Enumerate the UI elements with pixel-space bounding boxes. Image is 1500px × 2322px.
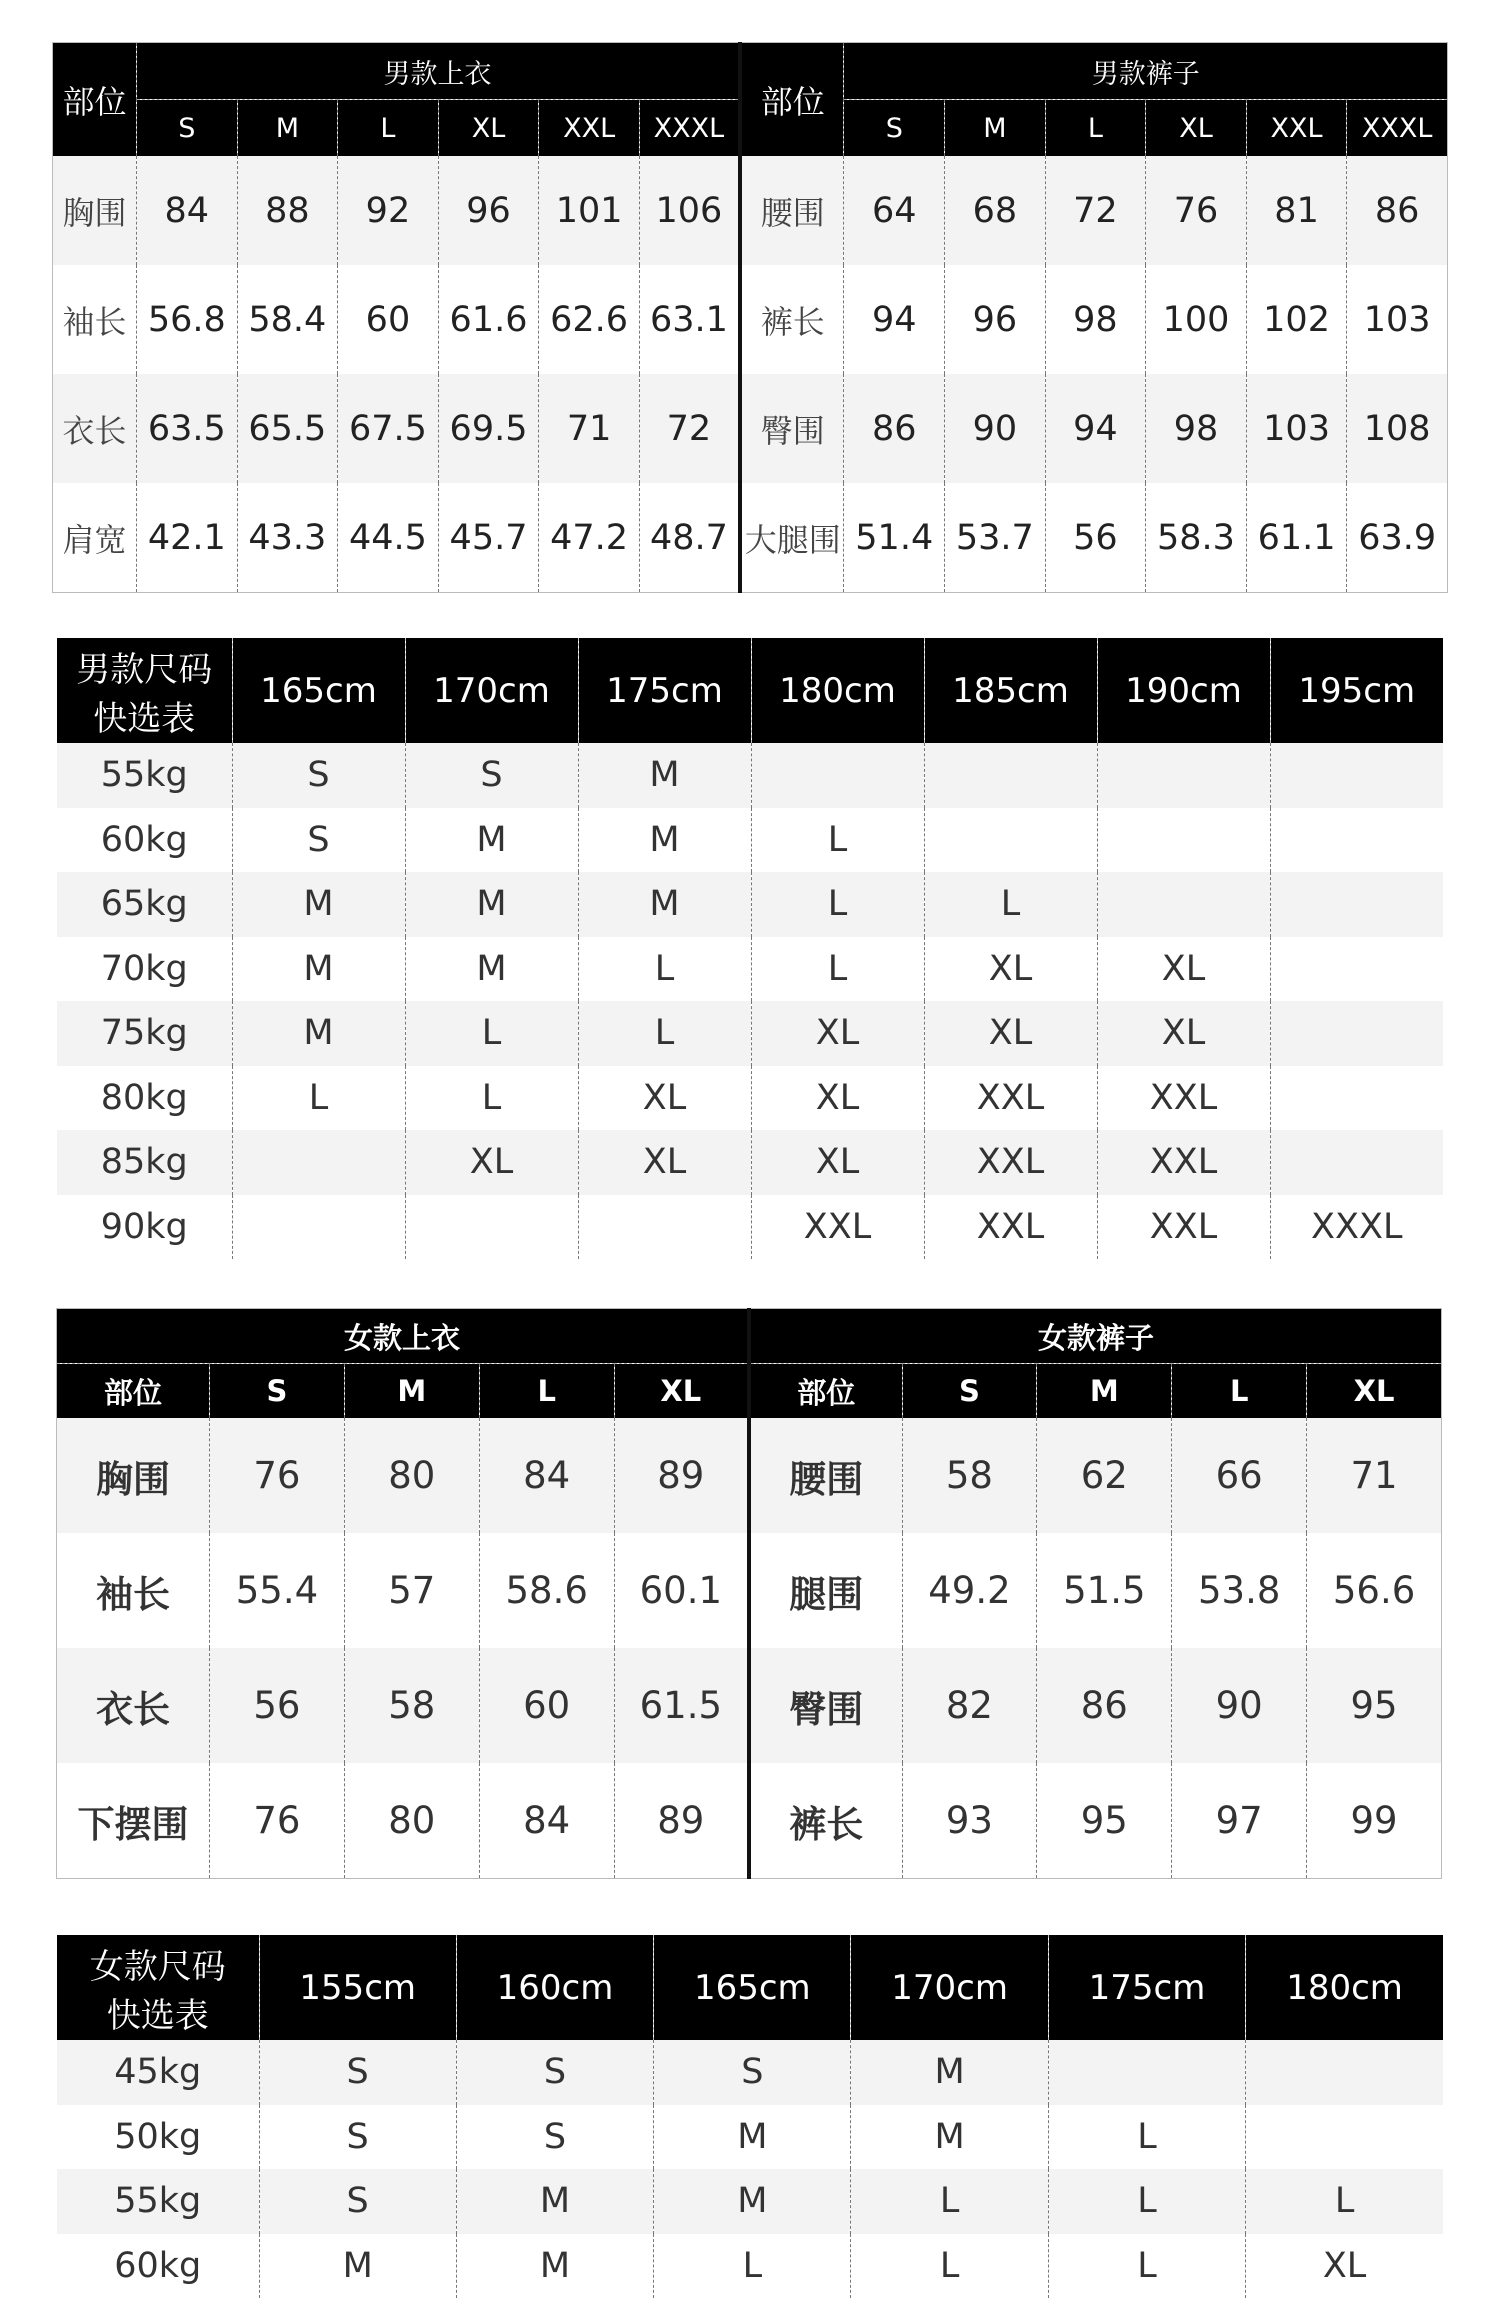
size-cell: M — [232, 1001, 405, 1066]
weight-label: 85kg — [57, 1130, 232, 1195]
size-cell: XL — [924, 1001, 1097, 1066]
size-cell — [232, 1130, 405, 1195]
size-header: L — [338, 100, 439, 157]
weight-label: 45kg — [57, 2040, 259, 2105]
table-cell: 58 — [344, 1648, 479, 1763]
table-cell: 108 — [1347, 374, 1448, 483]
table-cell: 62 — [1037, 1418, 1172, 1533]
weight-label: 55kg — [57, 743, 232, 808]
table-cell: 58.3 — [1146, 483, 1247, 593]
table-cell: 58 — [902, 1418, 1037, 1533]
table-cell: 62.6 — [539, 265, 640, 374]
height-header: 175cm — [1048, 1935, 1245, 2040]
size-cell: XL — [1097, 937, 1270, 1002]
table-cell: 72 — [1045, 156, 1146, 265]
size-cell: XXL — [924, 1195, 1097, 1260]
size-cell: XL — [751, 1001, 924, 1066]
part-label: 下摆围 — [57, 1763, 210, 1879]
women-pants-title: 女款裤子 — [749, 1309, 1442, 1364]
men-quick-title — [57, 638, 232, 743]
weight-label: 70kg — [57, 937, 232, 1002]
height-header: 165cm — [232, 638, 405, 743]
table-row — [57, 808, 1443, 873]
size-cell — [1270, 1001, 1443, 1066]
table-row — [57, 1648, 1442, 1763]
weight-label: 75kg — [57, 1001, 232, 1066]
table-row — [57, 1533, 1442, 1648]
part-label: 大腿围 — [740, 483, 844, 593]
weight-label: 65kg — [57, 872, 232, 937]
size-cell — [1270, 937, 1443, 1002]
table-cell: 88 — [237, 156, 338, 265]
size-cell: S — [232, 743, 405, 808]
table-cell: 47.2 — [539, 483, 640, 593]
part-label: 裤长 — [740, 265, 844, 374]
table-cell: 48.7 — [639, 483, 740, 593]
table-cell: 95 — [1037, 1763, 1172, 1879]
height-header: 155cm — [259, 1935, 456, 2040]
size-cell: L — [578, 1001, 751, 1066]
size-cell: M — [456, 2169, 653, 2234]
size-header: M — [1037, 1364, 1172, 1419]
table-row — [57, 1001, 1443, 1066]
table-cell: 56.8 — [137, 265, 238, 374]
size-header: XL — [1146, 100, 1247, 157]
table-cell: 61.6 — [438, 265, 539, 374]
table-row — [57, 2234, 1443, 2299]
table-cell: 97 — [1172, 1763, 1307, 1879]
size-cell: M — [232, 872, 405, 937]
size-cell: S — [259, 2040, 456, 2105]
table-cell: 71 — [539, 374, 640, 483]
table-cell: 56.6 — [1307, 1533, 1442, 1648]
size-header: XXL — [539, 100, 640, 157]
size-cell — [405, 1195, 578, 1260]
size-cell: XXL — [1097, 1066, 1270, 1131]
table-cell: 49.2 — [902, 1533, 1037, 1648]
part-label: 袖长 — [57, 1533, 210, 1648]
table-cell: 55.4 — [210, 1533, 345, 1648]
size-cell: M — [232, 937, 405, 1002]
size-cell: L — [924, 872, 1097, 937]
women-top-title: 女款上衣 — [57, 1309, 750, 1364]
size-cell: XL — [1246, 2234, 1443, 2299]
size-cell: L — [405, 1001, 578, 1066]
table-row — [57, 1066, 1443, 1131]
size-cell: L — [1048, 2169, 1245, 2234]
table-cell: 80 — [344, 1418, 479, 1533]
size-header: XXL — [1246, 100, 1347, 157]
table-cell: 98 — [1146, 374, 1247, 483]
part-label: 腰围 — [749, 1418, 902, 1533]
men-top-title: 男款上衣 — [137, 43, 740, 100]
table-cell: 76 — [210, 1418, 345, 1533]
size-cell — [232, 1195, 405, 1260]
table-row — [57, 2040, 1443, 2105]
size-cell: XXL — [924, 1066, 1097, 1131]
size-cell — [1270, 808, 1443, 873]
size-cell: XL — [405, 1130, 578, 1195]
table-cell: 86 — [1347, 156, 1448, 265]
table-row — [53, 483, 1448, 593]
table-cell: 96 — [438, 156, 539, 265]
men-quick-title-line1: 男款尺码 — [76, 649, 213, 690]
height-header: 180cm — [751, 638, 924, 743]
size-cell — [1270, 1066, 1443, 1131]
table-cell: 84 — [479, 1763, 614, 1879]
table-cell: 57 — [344, 1533, 479, 1648]
table-cell: 43.3 — [237, 483, 338, 593]
table-cell: 100 — [1146, 265, 1247, 374]
table-cell: 65.5 — [237, 374, 338, 483]
part-label: 胸围 — [53, 156, 137, 265]
size-cell: L — [851, 2234, 1048, 2299]
table-cell: 42.1 — [137, 483, 238, 593]
height-header: 190cm — [1097, 638, 1270, 743]
size-header: XL — [614, 1364, 749, 1419]
weight-label: 55kg — [57, 2169, 259, 2234]
table-cell: 95 — [1307, 1648, 1442, 1763]
part-label: 衣长 — [57, 1648, 210, 1763]
table-cell: 44.5 — [338, 483, 439, 593]
size-cell: S — [456, 2105, 653, 2170]
table-cell: 76 — [210, 1763, 345, 1879]
size-cell — [1270, 743, 1443, 808]
table-cell: 66 — [1172, 1418, 1307, 1533]
table-cell: 56 — [210, 1648, 345, 1763]
size-cell: M — [851, 2040, 1048, 2105]
size-cell — [1246, 2105, 1443, 2170]
weight-label: 90kg — [57, 1195, 232, 1260]
size-cell: L — [1048, 2105, 1245, 2170]
size-header: XL — [1307, 1364, 1442, 1419]
size-cell: XL — [751, 1130, 924, 1195]
size-cell — [924, 808, 1097, 873]
size-cell: S — [259, 2105, 456, 2170]
size-cell: L — [654, 2234, 851, 2299]
size-cell — [578, 1195, 751, 1260]
height-header: 195cm — [1270, 638, 1443, 743]
size-cell: M — [259, 2234, 456, 2299]
men-pants-part-header: 部位 — [740, 43, 844, 157]
size-header: S — [137, 100, 238, 157]
size-cell: M — [654, 2105, 851, 2170]
height-header: 185cm — [924, 638, 1097, 743]
table-cell: 53.7 — [945, 483, 1046, 593]
table-row — [57, 1195, 1443, 1260]
size-cell: M — [851, 2105, 1048, 2170]
part-label: 肩宽 — [53, 483, 137, 593]
table-cell: 103 — [1347, 265, 1448, 374]
size-header: S — [210, 1364, 345, 1419]
height-header: 180cm — [1246, 1935, 1443, 2040]
size-cell: M — [654, 2169, 851, 2234]
size-cell: S — [654, 2040, 851, 2105]
size-cell: L — [751, 872, 924, 937]
table-row — [57, 2169, 1443, 2234]
table-row — [57, 743, 1443, 808]
women-quick-title — [57, 1935, 259, 2040]
table-cell: 90 — [1172, 1648, 1307, 1763]
table-cell: 63.5 — [137, 374, 238, 483]
size-cell — [1097, 808, 1270, 873]
table-row — [53, 156, 1448, 265]
part-label: 腿围 — [749, 1533, 902, 1648]
part-label: 臀围 — [749, 1648, 902, 1763]
table-cell: 106 — [639, 156, 740, 265]
table-cell: 98 — [1045, 265, 1146, 374]
table-cell: 86 — [1037, 1648, 1172, 1763]
table-cell: 60 — [479, 1648, 614, 1763]
table-cell: 64 — [844, 156, 945, 265]
table-row — [57, 872, 1443, 937]
table-cell: 60 — [338, 265, 439, 374]
size-cell — [1246, 2040, 1443, 2105]
size-cell: XXL — [751, 1195, 924, 1260]
size-cell: M — [405, 937, 578, 1002]
table-cell: 58.4 — [237, 265, 338, 374]
size-cell: M — [405, 872, 578, 937]
table-cell: 58.6 — [479, 1533, 614, 1648]
table-cell: 76 — [1146, 156, 1247, 265]
size-header: L — [1172, 1364, 1307, 1419]
size-cell: L — [405, 1066, 578, 1131]
table-cell: 56 — [1045, 483, 1146, 593]
table-row — [57, 1763, 1442, 1879]
table-row — [57, 1130, 1443, 1195]
size-header: M — [945, 100, 1046, 157]
part-label: 腰围 — [740, 156, 844, 265]
women-pants-part-header: 部位 — [749, 1364, 902, 1419]
size-cell: M — [578, 872, 751, 937]
height-header: 165cm — [654, 1935, 851, 2040]
women-quick-title-line2: 快选表 — [106, 1995, 209, 2036]
size-cell: S — [405, 743, 578, 808]
size-cell: XXXL — [1270, 1195, 1443, 1260]
table-cell: 94 — [844, 265, 945, 374]
table-cell: 51.5 — [1037, 1533, 1172, 1648]
table-cell: 84 — [137, 156, 238, 265]
size-cell — [1097, 743, 1270, 808]
table-row — [57, 1418, 1442, 1533]
height-header: 170cm — [851, 1935, 1048, 2040]
women-quick-title-line1: 女款尺码 — [89, 1946, 226, 1987]
size-cell — [1270, 1130, 1443, 1195]
height-header: 175cm — [578, 638, 751, 743]
size-header: L — [1045, 100, 1146, 157]
table-cell: 93 — [902, 1763, 1037, 1879]
men-quick-title-line2: 快选表 — [93, 698, 196, 739]
table-cell: 90 — [945, 374, 1046, 483]
size-cell: L — [232, 1066, 405, 1131]
table-cell: 45.7 — [438, 483, 539, 593]
table-cell: 68 — [945, 156, 1046, 265]
weight-label: 50kg — [57, 2105, 259, 2170]
table-cell: 61.1 — [1246, 483, 1347, 593]
women-top-part-header: 部位 — [57, 1364, 210, 1419]
size-cell: XL — [578, 1066, 751, 1131]
height-header: 160cm — [456, 1935, 653, 2040]
table-cell: 69.5 — [438, 374, 539, 483]
part-label: 臀围 — [740, 374, 844, 483]
size-cell: M — [578, 808, 751, 873]
size-cell — [1097, 872, 1270, 937]
size-cell: XL — [924, 937, 1097, 1002]
table-cell: 84 — [479, 1418, 614, 1533]
size-cell: M — [578, 743, 751, 808]
table-row — [53, 265, 1448, 374]
men-top-part-header: 部位 — [53, 43, 137, 157]
size-cell: XXL — [924, 1130, 1097, 1195]
men-pants-title: 男款裤子 — [844, 43, 1448, 100]
size-cell: L — [751, 937, 924, 1002]
table-cell: 103 — [1246, 374, 1347, 483]
table-cell: 101 — [539, 156, 640, 265]
size-cell: XXL — [1097, 1130, 1270, 1195]
size-cell: M — [456, 2234, 653, 2299]
table-cell: 86 — [844, 374, 945, 483]
table-cell: 92 — [338, 156, 439, 265]
table-cell: 71 — [1307, 1418, 1442, 1533]
size-header: XL — [438, 100, 539, 157]
men-size-measurement-table — [52, 42, 1448, 593]
table-row — [53, 374, 1448, 483]
table-cell: 89 — [614, 1418, 749, 1533]
height-header: 170cm — [405, 638, 578, 743]
size-header: S — [844, 100, 945, 157]
size-header: L — [479, 1364, 614, 1419]
size-cell — [751, 743, 924, 808]
size-header: XXXL — [1347, 100, 1448, 157]
size-cell: L — [578, 937, 751, 1002]
size-cell: XXL — [1097, 1195, 1270, 1260]
table-row — [57, 937, 1443, 1002]
table-cell: 72 — [639, 374, 740, 483]
part-label: 袖长 — [53, 265, 137, 374]
table-cell: 96 — [945, 265, 1046, 374]
size-header: M — [237, 100, 338, 157]
size-header: XXXL — [639, 100, 740, 157]
size-cell: M — [405, 808, 578, 873]
part-label: 衣长 — [53, 374, 137, 483]
table-cell: 89 — [614, 1763, 749, 1879]
table-row — [57, 2105, 1443, 2170]
size-cell: L — [1246, 2169, 1443, 2234]
weight-label: 80kg — [57, 1066, 232, 1131]
table-cell: 53.8 — [1172, 1533, 1307, 1648]
table-cell: 99 — [1307, 1763, 1442, 1879]
table-cell: 51.4 — [844, 483, 945, 593]
size-cell — [1270, 872, 1443, 937]
size-cell: S — [232, 808, 405, 873]
table-cell: 60.1 — [614, 1533, 749, 1648]
size-header: M — [344, 1364, 479, 1419]
table-cell: 63.1 — [639, 265, 740, 374]
men-quick-size-table — [57, 638, 1443, 1259]
table-cell: 67.5 — [338, 374, 439, 483]
size-cell: S — [456, 2040, 653, 2105]
weight-label: 60kg — [57, 808, 232, 873]
size-cell — [924, 743, 1097, 808]
size-cell: L — [851, 2169, 1048, 2234]
table-cell: 102 — [1246, 265, 1347, 374]
table-cell: 61.5 — [614, 1648, 749, 1763]
size-cell: XL — [751, 1066, 924, 1131]
size-cell: L — [1048, 2234, 1245, 2299]
size-cell: L — [751, 808, 924, 873]
part-label: 胸围 — [57, 1418, 210, 1533]
size-cell: XL — [1097, 1001, 1270, 1066]
weight-label: 60kg — [57, 2234, 259, 2299]
size-cell: S — [259, 2169, 456, 2234]
table-cell: 94 — [1045, 374, 1146, 483]
part-label: 裤长 — [749, 1763, 902, 1879]
size-header: S — [902, 1364, 1037, 1419]
size-cell — [1048, 2040, 1245, 2105]
women-quick-size-table — [57, 1935, 1443, 2298]
size-cell: XL — [578, 1130, 751, 1195]
women-size-measurement-table — [56, 1308, 1442, 1879]
table-cell: 82 — [902, 1648, 1037, 1763]
table-cell: 80 — [344, 1763, 479, 1879]
table-cell: 81 — [1246, 156, 1347, 265]
table-cell: 63.9 — [1347, 483, 1448, 593]
